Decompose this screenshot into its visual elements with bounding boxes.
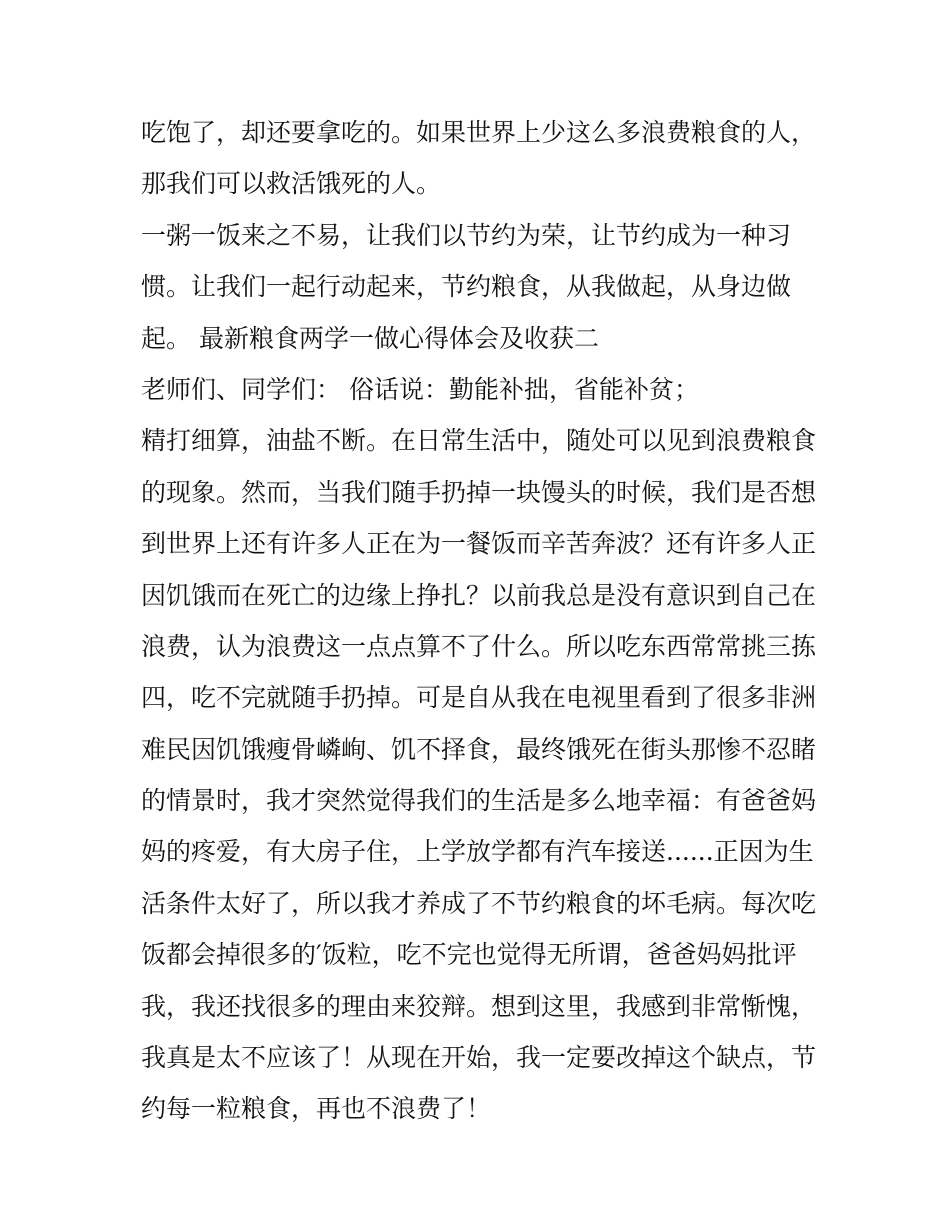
text-line: 精打细算，油盐不断。在日常生活中，随处可以见到浪费粮食 [141,426,817,456]
text-line: 难民因饥饿瘦骨嶙峋、饥不择食，最终饿死在街头那惨不忍睹 [141,734,817,764]
text-line: 活条件太好了，所以我才养成了不节约粮食的坏毛病。每次吃 [141,888,817,918]
text-line: 到世界上还有许多人正在为一餐饭而辛苦奔波？还有许多人正 [141,529,817,559]
text-line: 四，吃不完就随手扔掉。可是自从我在电视里看到了很多非洲 [141,683,817,713]
text-line: 饭都会掉很多的′饭粒，吃不完也觉得无所谓，爸爸妈妈批评 [141,940,797,970]
text-line: 妈的疼爱，有大房子住，上学放学都有汽车接送......正因为生 [141,837,814,867]
text-line: 吃饱了，却还要拿吃的。如果世界上少这么多浪费粮食的人， [141,118,817,147]
text-line: 我真是太不应该了！从现在开始，我一定要改掉这个缺点，节 [141,1043,817,1073]
text-line: 的情景时，我才突然觉得我们的生活是多么地幸福：有爸爸妈 [141,786,817,816]
text-line: 浪费，认为浪费这一点点算不了什么。所以吃东西常常挑三拣 [141,631,817,661]
text-line: 老师们、同学们： 俗话说：勤能补拙，省能补贫； [141,374,699,404]
essay-text [141,107,831,1135]
text-line: 那我们可以救活饿死的人。 [141,169,442,199]
text-line: 约每一粒粮食，再也不浪费了！ [141,1094,492,1124]
text-line: 一粥一饭来之不易，让我们以节约为荣，让节约成为一种习 [141,220,792,250]
text-line: 的现象。然而，当我们随手扔掉一块馒头的时候，我们是否想 [141,477,817,507]
text-line: 惯。让我们一起行动起来，节约粮食，从我做起，从身边做 [141,272,792,302]
text-line: 我，我还找很多的理由来狡辩。想到这里，我感到非常惭愧， [141,991,817,1021]
text-line: 因饥饿而在死亡的边缘上挣扎？以前我总是没有意识到自己在 [141,580,817,610]
text-line: 起。 最新粮食两学一做心得体会及收获二 [141,323,599,353]
